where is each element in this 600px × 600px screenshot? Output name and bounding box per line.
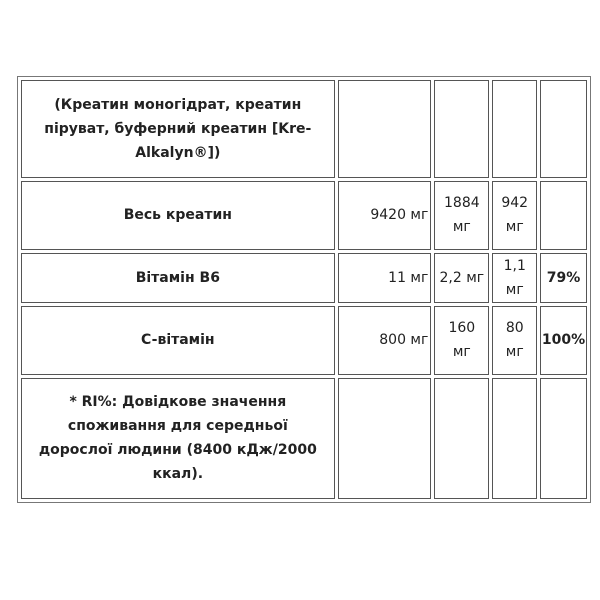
table-row [21,306,587,375]
ri-percent [540,378,587,499]
portion-amount: 160 мг [434,306,489,375]
table-row [21,80,587,178]
half-portion-amount: 942 мг [492,181,537,250]
total-amount: 800 мг [338,306,432,375]
table-row [21,378,587,499]
portion-amount [434,80,489,178]
portion-amount [434,378,489,499]
nutrition-table [17,76,591,503]
half-portion-amount: 1,1 мг [492,253,537,303]
ri-percent [540,181,587,250]
portion-amount: 2,2 мг [434,253,489,303]
half-portion-amount [492,378,537,499]
ingredient-name: Вітамін B6 [21,253,335,303]
half-portion-amount [492,80,537,178]
half-portion-amount: 80 мг [492,306,537,375]
total-amount: 9420 мг [338,181,432,250]
ingredient-name: (Креатин моногідрат, креатин піруват, буферний креатин [Kre-Alkalyn®]) [21,80,335,178]
ri-percent: 79% [540,253,587,303]
ingredient-name: C-вітамін [21,306,335,375]
portion-amount: 1884 мг [434,181,489,250]
total-amount [338,80,432,178]
ri-percent: 100% [540,306,587,375]
footnote-text: * RI%: Довідкове значення споживання для середньої дорослої людини (8400 кДж/2000 ккал). [21,378,335,499]
total-amount [338,378,432,499]
ri-percent [540,80,587,178]
table-row [21,181,587,250]
total-amount: 11 мг [338,253,432,303]
ingredient-name: Весь креатин [21,181,335,250]
table-row [21,253,587,303]
